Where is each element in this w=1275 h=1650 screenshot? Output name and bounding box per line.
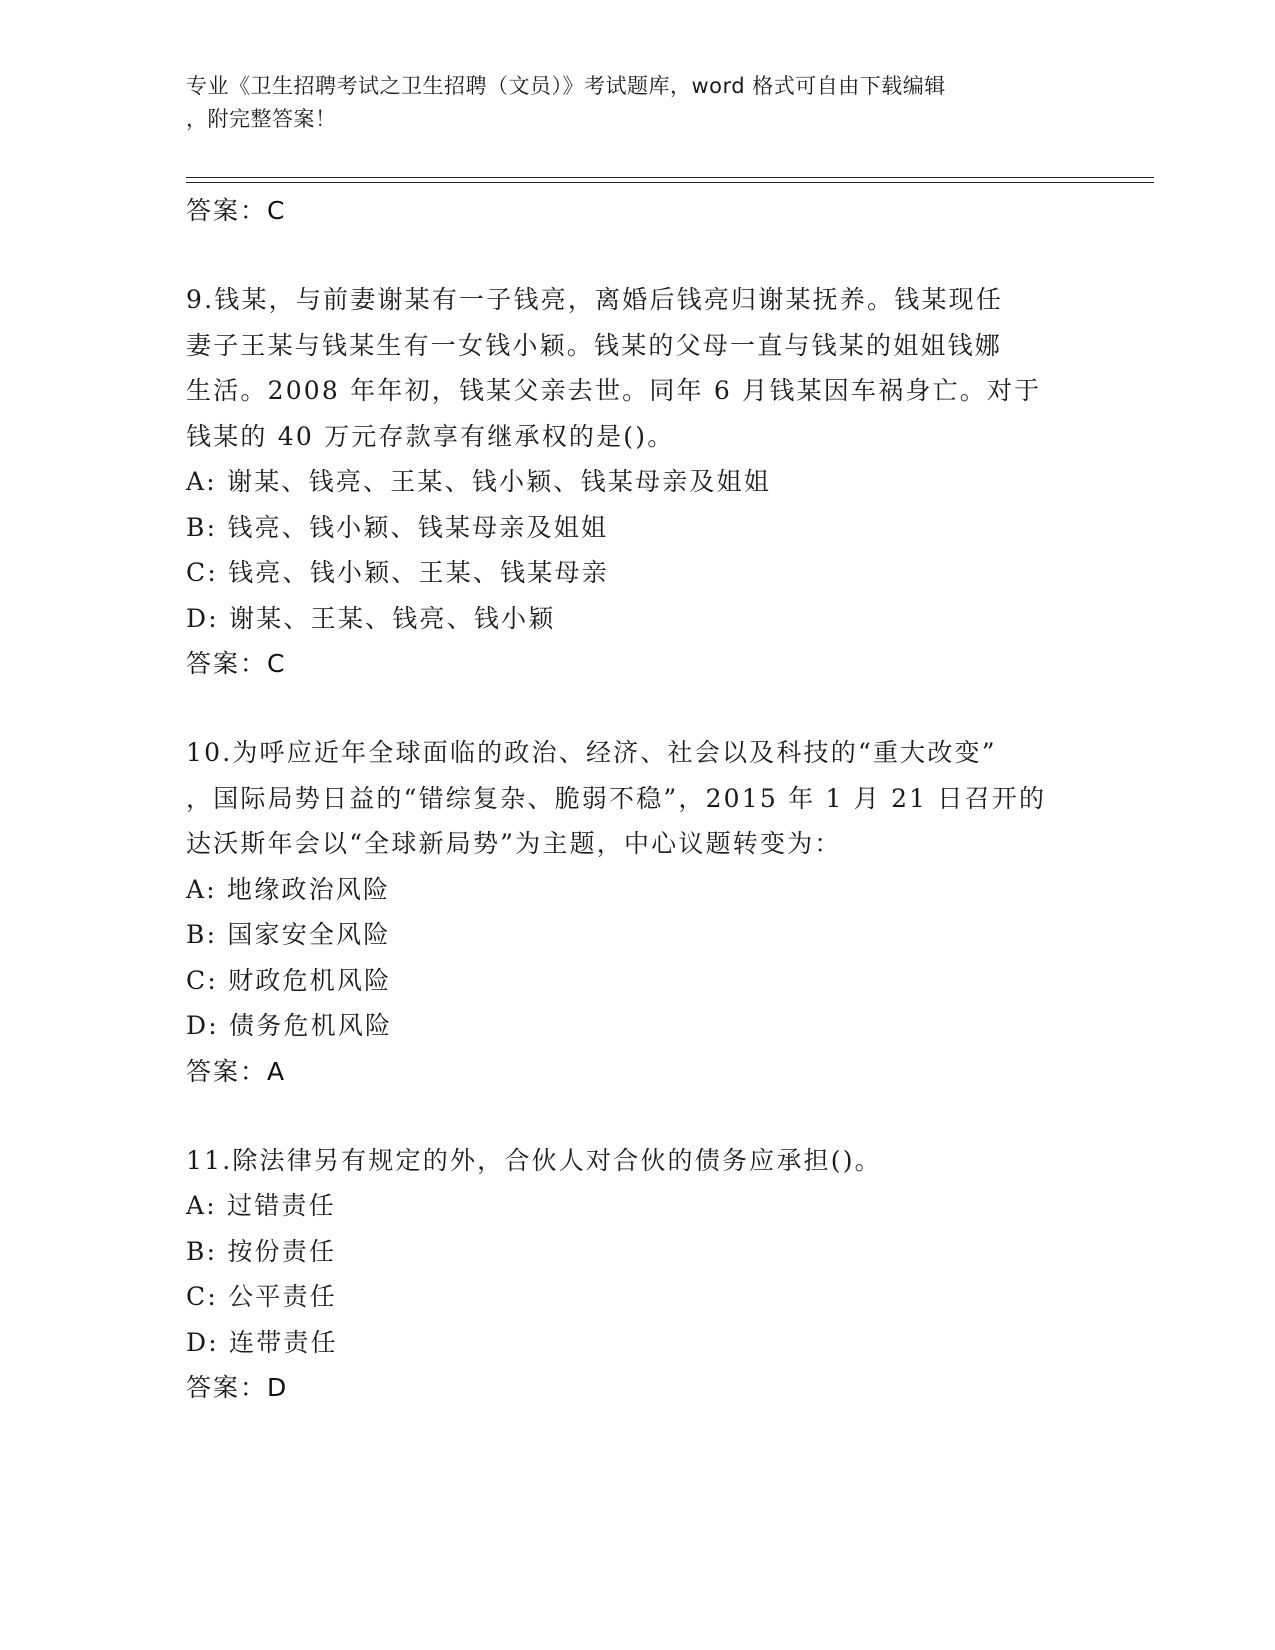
option-a: A: 过错责任: [186, 1191, 336, 1220]
option-b: B: 钱亮、钱小颖、钱某母亲及姐姐: [186, 512, 609, 542]
answer: 答案：A: [186, 1056, 287, 1086]
question-list: [186, 188, 1086, 1410]
spacer: [186, 686, 1086, 730]
option-b: B: 按份责任: [186, 1236, 337, 1266]
option-c: C: 钱亮、钱小颖、王某、钱某母亲: [186, 558, 609, 587]
question-text-line: 10.为呼应近年全球面临的政治、经济、社会以及科技的“重大改变”: [186, 738, 997, 767]
question-text-line: 11.除法律另有规定的外，合伙人对合伙的债务应承担()。: [186, 1145, 882, 1175]
header-divider-top: [186, 177, 1154, 178]
question-9: [186, 277, 1086, 686]
header-divider-bottom: [186, 182, 1154, 183]
header-line-2: ，附完整答案！: [186, 107, 337, 131]
option-a: A: 谢某、钱亮、王某、钱小颖、钱某母亲及姐姐: [186, 467, 772, 496]
spacer: [186, 1094, 1086, 1138]
option-c: C: 公平责任: [186, 1282, 337, 1311]
previous-answer: 答案：C: [186, 196, 287, 225]
answer: 答案：C: [186, 649, 287, 678]
option-b: B: 国家安全风险: [186, 920, 391, 949]
question-11: [186, 1138, 1086, 1411]
answer: 答案：D: [186, 1373, 289, 1402]
question-text-line: 达沃斯年会以“全球新局势”为主题，中心议题转变为：: [186, 829, 842, 858]
question-10: [186, 730, 1086, 1094]
question-text-line: ，国际局势日益的“错综复杂、脆弱不稳”，2015 年 1 月 21 日召开的: [186, 783, 1047, 813]
question-text-line: 妻子王某与钱某生有一女钱小颖。钱某的父母一直与钱某的姐姐钱娜: [186, 330, 1003, 360]
page-header: [186, 70, 1066, 136]
option-c: C: 财政危机风险: [186, 965, 392, 995]
option-a: A: 地缘政治风险: [186, 874, 391, 904]
option-d: D: 连带责任: [186, 1327, 338, 1357]
question-text-line: 生活。2008 年年初，钱某父亲去世。同年 6 月钱某因车祸身亡。对于: [186, 376, 1042, 405]
question-text-line: 钱某的 40 万元存款享有继承权的是()。: [186, 421, 675, 451]
header-line-1: 专业《卫生招聘考试之卫生招聘（文员）》考试题库，word 格式可自由下载编辑: [186, 74, 946, 98]
question-text-line: 9.钱某，与前妻谢某有一子钱亮，离婚后钱亮归谢某抚养。钱某现任: [186, 285, 1004, 314]
option-d: D: 谢某、王某、钱亮、钱小颖: [186, 603, 556, 633]
spacer: [186, 233, 1086, 277]
option-d: D: 债务危机风险: [186, 1011, 393, 1040]
